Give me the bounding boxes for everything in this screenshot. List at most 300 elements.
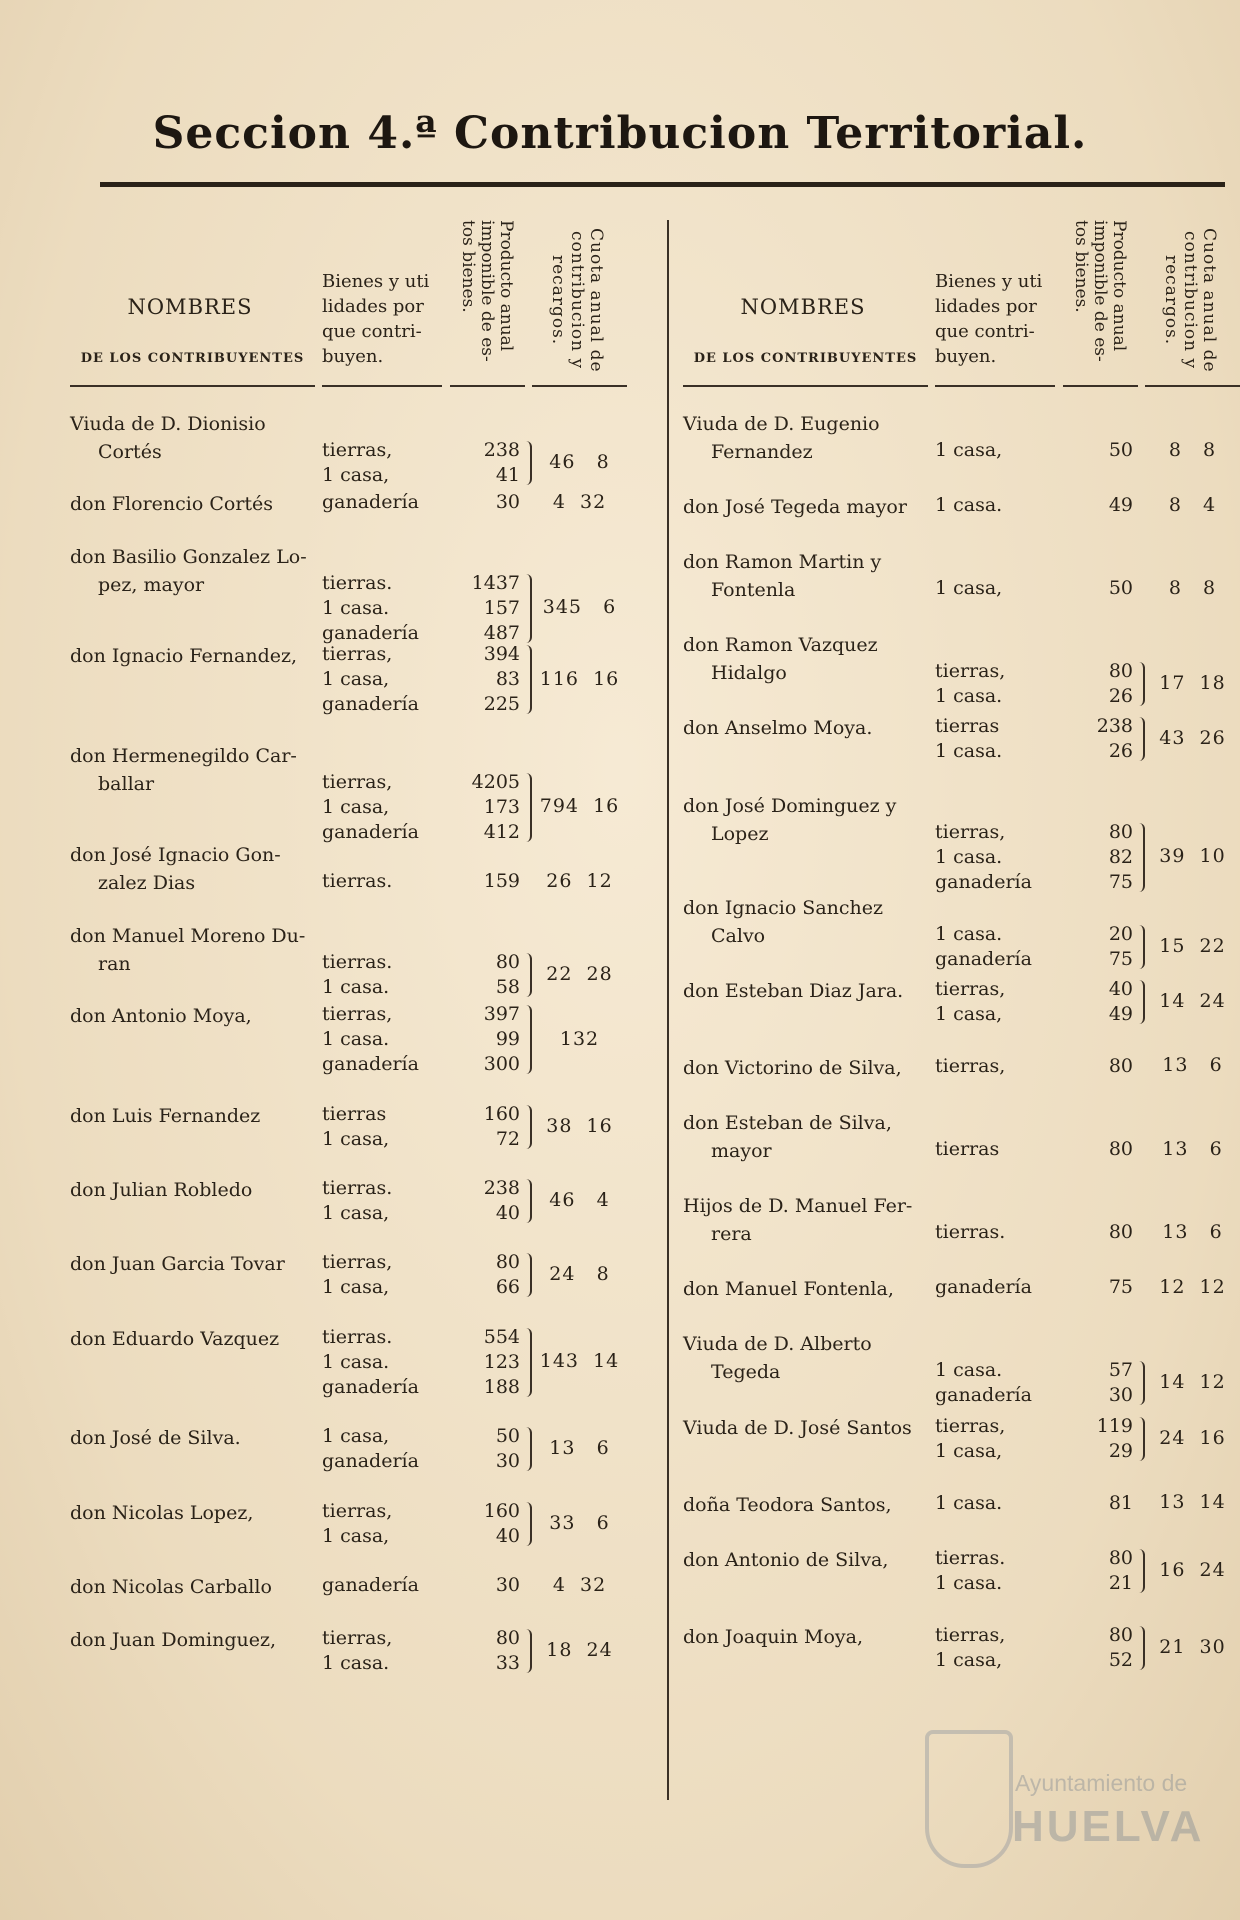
header-rule xyxy=(1063,385,1138,387)
product-value: 80 xyxy=(1108,1138,1133,1161)
product-values xyxy=(1063,1546,1133,1596)
contributor-name xyxy=(683,1546,933,1574)
cuota-value: 21 30 xyxy=(1159,1635,1226,1658)
contributor-name-line: don José de Silva. xyxy=(70,1427,241,1450)
product-value: 238 xyxy=(483,439,520,461)
table-row xyxy=(683,493,1240,521)
property-item: tierras, xyxy=(322,1003,393,1026)
contributor-name-line: don Esteban de Silva, xyxy=(683,1112,892,1135)
brace xyxy=(1135,823,1145,892)
product-value: 58 xyxy=(495,975,520,998)
contributor-name-line: don Manuel Moreno Du- xyxy=(70,924,306,947)
contributor-name xyxy=(683,714,933,742)
contributor-name xyxy=(70,410,320,466)
brace xyxy=(1135,1549,1145,1593)
brace xyxy=(522,953,532,997)
column-divider xyxy=(667,220,669,1800)
property-item: ganadería xyxy=(322,491,419,514)
title-rule xyxy=(100,182,1225,187)
product-value: 4205 xyxy=(471,770,520,793)
property-item: tierras. xyxy=(935,1221,1006,1244)
brace xyxy=(522,574,532,643)
product-value: 80 xyxy=(495,1626,520,1649)
product-value: 173 xyxy=(483,795,520,818)
contributor-name-continuation: Calvo xyxy=(711,924,766,947)
contributor-name xyxy=(70,742,320,798)
product-values xyxy=(1063,1220,1133,1245)
product-value: 80 xyxy=(1108,660,1133,683)
property-item: tierras xyxy=(935,715,1000,738)
property-list xyxy=(935,1358,1055,1408)
property-item: ganadería xyxy=(935,1384,1032,1407)
cuota-value: 116 16 xyxy=(539,667,620,690)
product-values xyxy=(450,950,520,1000)
property-item: tierras. xyxy=(322,870,393,893)
property-item: tierras xyxy=(322,1102,387,1125)
contributor-name xyxy=(70,1176,320,1204)
product-values xyxy=(1063,659,1133,709)
brace xyxy=(522,1427,532,1471)
product-values xyxy=(1063,438,1133,463)
table-row xyxy=(70,742,630,843)
cuota-value: 143 14 xyxy=(539,1350,620,1373)
property-item: 1 casa, xyxy=(322,795,390,818)
table-row xyxy=(683,1623,1240,1673)
header-rule xyxy=(1145,385,1240,387)
table-row xyxy=(683,714,1240,764)
property-item: tierras, xyxy=(322,770,393,793)
contributor-name xyxy=(683,493,933,521)
property-list xyxy=(935,659,1055,709)
contributor-name-line: don Antonio Moya, xyxy=(70,1005,252,1028)
contributor-name xyxy=(683,894,933,950)
product-value: 75 xyxy=(1108,870,1133,893)
contributor-name-line: don Joaquin Moya, xyxy=(683,1625,864,1648)
property-list xyxy=(935,1137,1055,1162)
brace xyxy=(1135,1417,1145,1461)
property-list xyxy=(935,1414,1055,1464)
contributor-name xyxy=(70,1002,320,1030)
product-value: 412 xyxy=(483,820,520,843)
cuota-value: 8 8 xyxy=(1168,576,1217,599)
brace xyxy=(1135,1361,1145,1405)
product-value: 30 xyxy=(1108,1384,1133,1407)
cuota-value: 345 6 xyxy=(542,596,617,619)
contributor-name-continuation: Fontenla xyxy=(711,579,796,602)
cuota-value: 18 24 xyxy=(546,1638,613,1661)
product-value: 40 xyxy=(495,1524,520,1547)
contributor-name xyxy=(70,1573,320,1601)
product-values xyxy=(1063,1358,1133,1408)
property-item: 1 casa, xyxy=(322,1201,390,1224)
property-list xyxy=(322,642,442,717)
property-item: 1 casa, xyxy=(322,464,390,486)
table-row xyxy=(683,548,1240,604)
product-value: 50 xyxy=(1108,577,1133,600)
product-values xyxy=(450,1102,520,1152)
product-value: 188 xyxy=(483,1375,520,1398)
product-value: 49 xyxy=(1108,494,1133,517)
property-item: tierras. xyxy=(322,571,393,594)
brace xyxy=(522,773,532,842)
product-value: 160 xyxy=(483,1102,520,1125)
contributor-name-continuation: ran xyxy=(98,952,131,975)
product-value: 49 xyxy=(1108,1002,1133,1025)
property-item: tierras, xyxy=(935,1414,1006,1437)
table-row xyxy=(70,841,630,897)
brace xyxy=(522,1328,532,1397)
brace xyxy=(1135,980,1145,1024)
contributor-name-line: don José Tegeda mayor xyxy=(683,496,907,519)
cuota-value: 13 6 xyxy=(1162,1054,1223,1077)
contributor-name xyxy=(70,642,320,670)
product-value: 41 xyxy=(495,464,520,486)
header-nombres: NOMBRES xyxy=(740,295,866,319)
product-values xyxy=(450,490,520,515)
header-rule xyxy=(532,385,627,387)
property-item: tierras, xyxy=(322,439,393,461)
product-value: 80 xyxy=(1108,1546,1133,1569)
property-item: tierras, xyxy=(935,660,1006,683)
product-values xyxy=(1063,714,1133,764)
product-value: 83 xyxy=(495,668,520,691)
contributor-name-line: don Anselmo Moya. xyxy=(683,717,873,740)
cuota-value: 15 22 xyxy=(1159,934,1226,957)
left-column xyxy=(70,215,630,1815)
contributor-name xyxy=(70,1499,320,1527)
product-values xyxy=(1063,922,1133,972)
property-list xyxy=(322,1573,442,1598)
contributor-name xyxy=(683,1623,933,1651)
contributor-name xyxy=(683,1275,933,1303)
property-list xyxy=(935,922,1055,972)
table-row xyxy=(683,1414,1240,1464)
table-row xyxy=(70,1176,630,1226)
cuota-value: 16 24 xyxy=(1159,1558,1226,1581)
product-values xyxy=(1063,576,1133,601)
property-list xyxy=(935,977,1055,1027)
property-item: 1 casa, xyxy=(322,1425,390,1448)
product-value: 80 xyxy=(495,950,520,973)
product-value: 225 xyxy=(483,693,520,716)
table-row xyxy=(683,1054,1240,1082)
contributor-name xyxy=(683,1109,933,1165)
header-rule xyxy=(450,385,525,387)
brace xyxy=(522,1502,532,1546)
property-list xyxy=(935,493,1055,518)
property-item: tierras, xyxy=(935,1054,1006,1077)
contributor-name-line: don Nicolas Carballo xyxy=(70,1576,272,1599)
property-item: 1 casa. xyxy=(935,494,1003,517)
product-value: 157 xyxy=(483,596,520,619)
contributor-name-continuation: Cortés xyxy=(98,441,162,463)
property-list xyxy=(935,1491,1055,1516)
table-row xyxy=(70,1325,630,1400)
product-value: 159 xyxy=(483,870,520,893)
property-item: 1 casa. xyxy=(322,1028,390,1051)
contributor-name xyxy=(683,1491,933,1519)
contributor-name xyxy=(70,490,320,518)
contributor-name-line: Viuda de D. Alberto xyxy=(683,1333,872,1356)
property-item: 1 casa, xyxy=(935,439,1003,461)
property-item: tierras, xyxy=(322,1251,393,1274)
property-item: ganadería xyxy=(935,1276,1032,1299)
header-rule xyxy=(683,385,928,387)
contributor-name-continuation: rera xyxy=(711,1223,752,1246)
property-item: tierras, xyxy=(935,977,1006,1000)
property-item: ganadería xyxy=(322,820,419,843)
product-value: 119 xyxy=(1096,1414,1133,1437)
cuota-value: 17 18 xyxy=(1159,672,1226,695)
property-list xyxy=(935,1546,1055,1596)
table-row xyxy=(70,922,630,998)
cuota-value: 13 6 xyxy=(1162,1137,1223,1160)
contributor-name-line: don Juan Garcia Tovar xyxy=(70,1253,285,1276)
table-row xyxy=(683,792,1240,893)
product-values xyxy=(450,1424,520,1474)
property-item: 1 casa, xyxy=(322,1524,390,1547)
table-row xyxy=(70,1573,630,1601)
contributor-name-continuation: mayor xyxy=(711,1140,772,1163)
product-value: 75 xyxy=(1108,1276,1133,1299)
cuota-value: 8 8 xyxy=(1168,438,1217,461)
property-item: tierras, xyxy=(935,1623,1006,1646)
product-values xyxy=(1063,1491,1133,1516)
property-item: 1 casa, xyxy=(935,577,1003,600)
property-list xyxy=(935,820,1055,895)
property-item: 1 casa, xyxy=(322,668,390,691)
contributor-name-continuation: Lopez xyxy=(711,822,769,845)
cuota-value: 24 8 xyxy=(549,1263,610,1286)
product-value: 160 xyxy=(483,1499,520,1522)
contributor-name xyxy=(683,1054,933,1082)
cuota-value: 794 16 xyxy=(539,795,620,818)
brace xyxy=(1135,1626,1145,1670)
table-row xyxy=(683,1109,1240,1165)
product-value: 30 xyxy=(495,1450,520,1473)
property-list xyxy=(322,1325,442,1400)
product-value: 394 xyxy=(483,643,520,666)
product-values xyxy=(1063,1275,1133,1300)
table-row xyxy=(683,410,1240,466)
brace xyxy=(522,645,532,714)
table-row xyxy=(70,410,630,486)
header-nombres-sub: DE LOS CONTRIBUYENTES xyxy=(693,351,918,366)
property-item: tierras. xyxy=(322,1325,393,1348)
product-values xyxy=(450,1002,520,1077)
product-value: 80 xyxy=(495,1251,520,1274)
property-item: ganadería xyxy=(322,1053,419,1076)
table-row xyxy=(683,1192,1240,1248)
contributor-name xyxy=(70,1250,320,1278)
property-list xyxy=(935,714,1055,764)
contributor-name-line: don Esteban Diaz Jara. xyxy=(683,979,904,1002)
property-item: 1 casa. xyxy=(322,975,390,998)
table-row xyxy=(70,1626,630,1676)
property-list xyxy=(322,1250,442,1300)
product-value: 29 xyxy=(1108,1439,1133,1462)
property-list xyxy=(322,438,442,488)
contributor-name-line: don Hermenegildo Car- xyxy=(70,744,297,767)
right-column xyxy=(683,215,1240,1815)
property-item: 1 casa. xyxy=(935,1359,1003,1382)
property-list xyxy=(322,490,442,515)
cuota-value: 14 12 xyxy=(1159,1371,1226,1394)
property-list xyxy=(935,1054,1055,1079)
table-row xyxy=(70,1002,630,1077)
contributor-name xyxy=(70,1424,320,1452)
contributor-name-line: don Ramon Vazquez xyxy=(683,634,878,657)
brace xyxy=(522,1179,532,1223)
contributor-name-continuation: pez, mayor xyxy=(98,573,205,596)
contributor-name xyxy=(683,792,933,848)
property-list xyxy=(935,576,1055,601)
brace xyxy=(522,1005,532,1074)
contributor-name xyxy=(683,1330,933,1386)
property-item: ganadería xyxy=(935,870,1032,893)
product-values xyxy=(1063,493,1133,518)
table-row xyxy=(70,642,630,717)
contributor-name-continuation: Fernandez xyxy=(711,441,813,463)
product-values xyxy=(450,1499,520,1549)
property-list xyxy=(322,1102,442,1152)
contributor-name-line: don Juan Dominguez, xyxy=(70,1628,277,1651)
contributor-name-continuation: ballar xyxy=(98,772,155,795)
cuota-value: 22 28 xyxy=(546,962,613,985)
property-item: ganadería xyxy=(935,947,1032,970)
property-item: ganadería xyxy=(322,1450,419,1473)
contributor-name xyxy=(70,1325,320,1353)
property-item: 1 casa, xyxy=(935,1439,1003,1462)
property-item: ganadería xyxy=(322,1375,419,1398)
product-value: 80 xyxy=(1108,820,1133,843)
product-value: 30 xyxy=(495,491,520,514)
contributor-name xyxy=(683,548,933,604)
table-row xyxy=(683,1330,1240,1407)
product-value: 238 xyxy=(483,1176,520,1199)
table-row xyxy=(70,490,630,518)
header-producto: Producto anual imponible de es- tos bienes. xyxy=(458,220,516,362)
contributor-name-line: don Ignacio Sanchez xyxy=(683,896,884,919)
table-row xyxy=(683,631,1240,708)
cuota-value: 132 xyxy=(559,1027,600,1050)
product-value: 50 xyxy=(495,1425,520,1448)
product-value: 300 xyxy=(483,1053,520,1076)
property-item: 1 casa. xyxy=(322,1651,390,1674)
property-item: 1 casa. xyxy=(322,1350,390,1373)
table-row xyxy=(70,1250,630,1300)
header-rule xyxy=(935,385,1055,387)
cuota-value: 39 10 xyxy=(1159,845,1226,868)
product-values xyxy=(1063,1623,1133,1673)
product-value: 1437 xyxy=(471,571,520,594)
brace xyxy=(1135,717,1145,761)
product-value: 40 xyxy=(495,1201,520,1224)
table-row xyxy=(683,1275,1240,1303)
property-item: 1 casa. xyxy=(935,1491,1003,1514)
table-row xyxy=(70,1102,630,1152)
contributor-name-line: don Ramon Martin y xyxy=(683,551,882,574)
property-list xyxy=(935,1220,1055,1245)
property-list xyxy=(322,1176,442,1226)
product-values xyxy=(450,1573,520,1598)
contributor-name-line: don Ignacio Fernandez, xyxy=(70,645,298,668)
product-value: 66 xyxy=(495,1276,520,1299)
cuota-value: 8 4 xyxy=(1168,493,1217,516)
product-value: 72 xyxy=(495,1127,520,1150)
contributor-name-line: Viuda de D. Eugenio xyxy=(683,413,880,435)
brace xyxy=(1135,925,1145,969)
cuota-value: 13 6 xyxy=(1162,1220,1223,1243)
property-list xyxy=(935,438,1055,463)
product-value: 99 xyxy=(495,1028,520,1051)
contributor-name-line: don Florencio Cortés xyxy=(70,493,274,516)
product-value: 30 xyxy=(495,1574,520,1597)
property-item: tierras xyxy=(935,1138,1000,1161)
watermark-line2: HUELVA xyxy=(1012,1802,1205,1851)
contributor-name-line: Viuda de D. José Santos xyxy=(683,1416,912,1439)
property-list xyxy=(322,571,442,646)
brace xyxy=(522,1105,532,1149)
contributor-name-line: don Basilio Gonzalez Lo- xyxy=(70,545,307,568)
property-item: ganadería xyxy=(322,693,419,716)
contributor-name xyxy=(683,1414,933,1442)
property-item: 1 casa. xyxy=(935,845,1003,868)
brace xyxy=(1135,662,1145,706)
header-nombres-sub: DE LOS CONTRIBUYENTES xyxy=(80,351,305,366)
property-item: 1 casa, xyxy=(935,1002,1003,1025)
shield-icon xyxy=(925,1730,1013,1868)
header-nombres: NOMBRES xyxy=(127,295,253,319)
watermark-line1: Ayuntamiento de xyxy=(1015,1770,1188,1796)
product-values xyxy=(450,869,520,894)
property-list xyxy=(322,1626,442,1676)
property-item: tierras. xyxy=(322,1176,393,1199)
header-rule xyxy=(70,385,315,387)
property-item: 1 casa, xyxy=(322,1276,390,1299)
product-value: 397 xyxy=(483,1003,520,1026)
product-value: 40 xyxy=(1108,977,1133,1000)
cuota-value: 46 4 xyxy=(549,1188,610,1211)
contributor-name-continuation: Hidalgo xyxy=(711,662,787,685)
header-bienes: Bienes y uti lidades por que contri- buyen. xyxy=(322,271,430,367)
product-value: 52 xyxy=(1108,1648,1133,1671)
property-item: tierras, xyxy=(322,1626,393,1649)
property-item: tierras. xyxy=(935,1546,1006,1569)
property-item: 1 casa, xyxy=(322,1127,390,1150)
product-value: 26 xyxy=(1108,740,1133,763)
table-row xyxy=(683,977,1240,1027)
brace xyxy=(522,1253,532,1297)
table-row xyxy=(683,894,1240,970)
table-row xyxy=(70,1424,630,1474)
property-item: ganadería xyxy=(322,621,419,644)
product-value: 81 xyxy=(1108,1491,1133,1514)
table-row xyxy=(683,1491,1240,1519)
table-row xyxy=(70,1499,630,1549)
product-value: 80 xyxy=(1108,1623,1133,1646)
product-value: 50 xyxy=(1108,439,1133,461)
product-value: 82 xyxy=(1108,845,1133,868)
header-producto: Producto anual imponible de es- tos bienes. xyxy=(1071,220,1129,362)
property-list xyxy=(322,1002,442,1077)
cuota-value: 26 12 xyxy=(546,869,613,892)
contributor-name xyxy=(70,1626,320,1654)
brace xyxy=(522,441,532,485)
table-row xyxy=(683,1546,1240,1596)
product-values xyxy=(450,770,520,845)
contributor-name-line: don José Ignacio Gon- xyxy=(70,844,281,867)
